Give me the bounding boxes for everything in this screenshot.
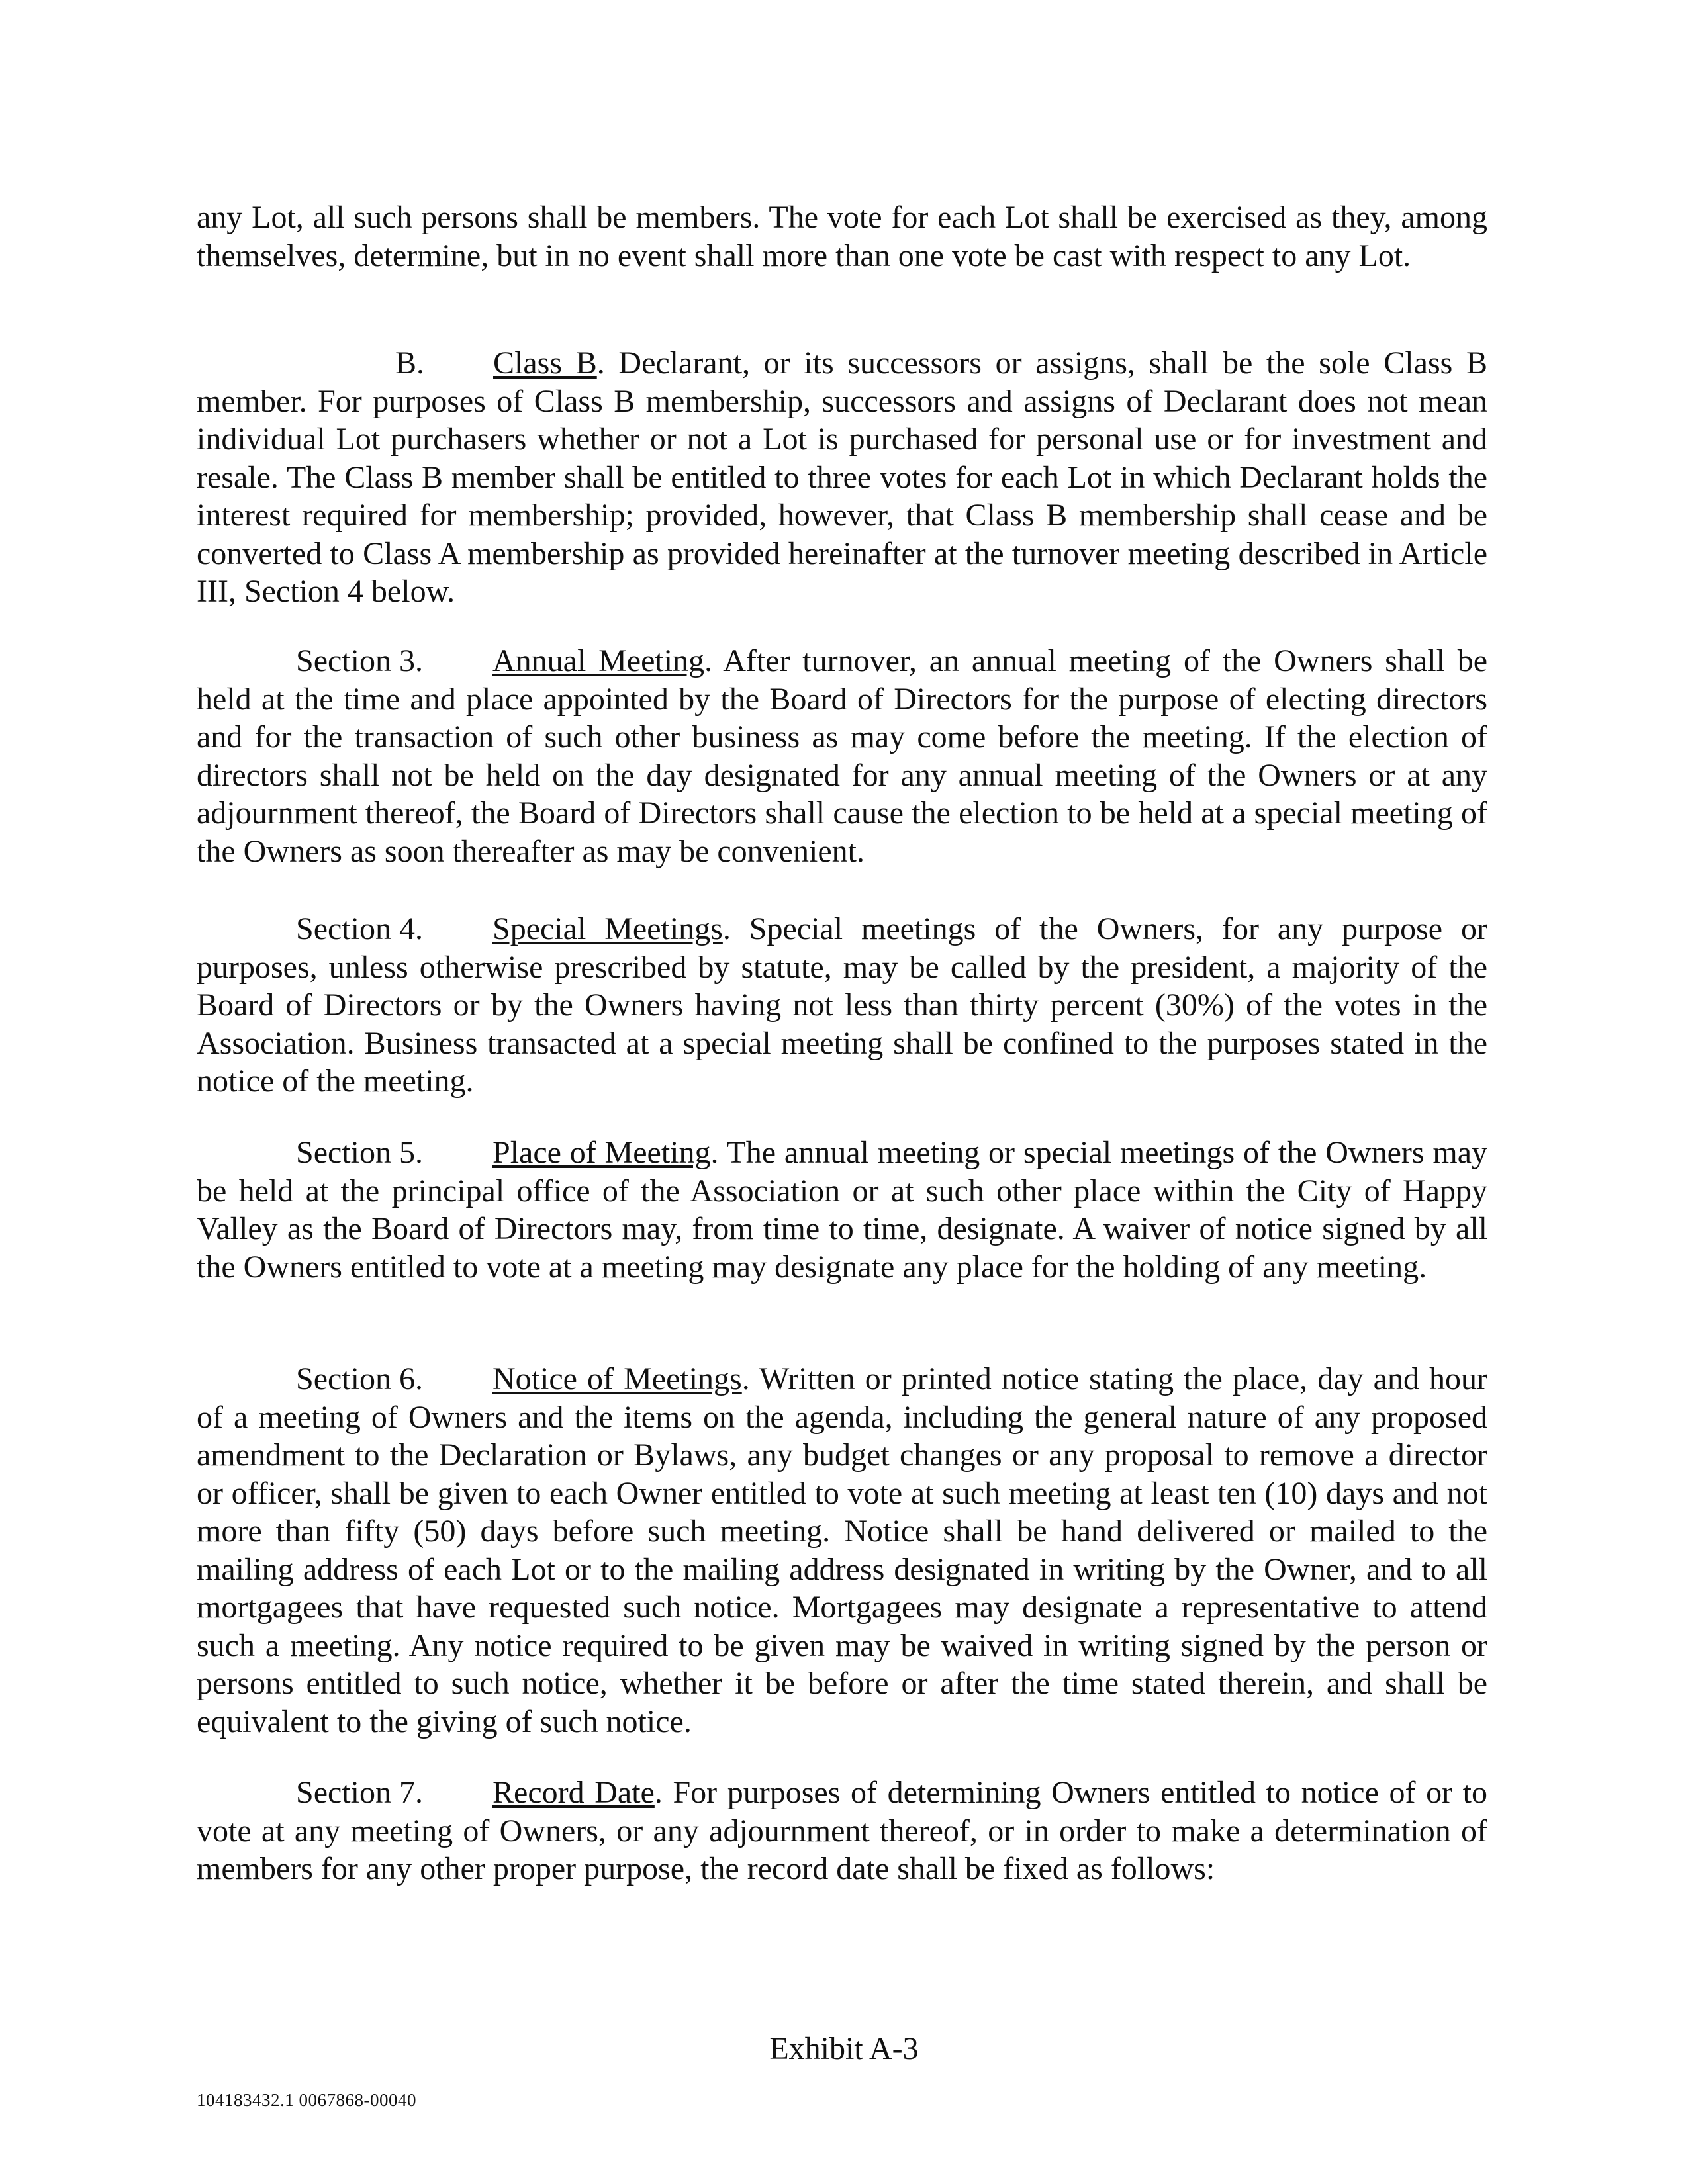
section-label: Section 4.	[296, 911, 423, 946]
paragraph-class-b	[197, 344, 1487, 611]
section-label: Section 3.	[296, 643, 423, 678]
section-heading-notice-of-meetings: Notice of Meetings	[492, 1361, 742, 1396]
section-label: Section 7.	[296, 1775, 423, 1810]
paragraph-text: . The annual meeting or special meetings of the Owners may be held at the principal office of the Association or at such other place within the City of Happy Valley as the Board of Directors may, from time to time, designate. A waiver of notice signed by all the Owners entitled to vote at a meeting may designate any place for the holding of any meeting.	[197, 1135, 1488, 1285]
paragraph-text: . Declarant, or its successors or assigns, shall be the sole Class B member. For purposes of Class B membership, successors and assigns of Declarant does not mean individual Lot purchasers whether or not a Lot is purchased for personal use or for investment and resale. The Class B member shall be entitled to three votes for each Lot in which Declarant holds the interest required for membership; provided, however, that Class B membership shall cease and be converted to Class A membership as provided hereinafter at the turnover meeting described in Article III, Section 4 below.	[197, 345, 1488, 609]
paragraph-text: . Special meetings of the Owners, for any purpose or purposes, unless otherwise prescribed by statute, may be called by the president, a majority of the Board of Directors or by the Owners having not less than thirty percent (30%) of the votes in the Association. Business transacted at a special meeting shall be confined to the purposes stated in the notice of the meeting.	[197, 911, 1487, 1099]
section-6-notice-of-meetings	[197, 1360, 1487, 1741]
subsection-heading-class-b: Class B	[493, 345, 597, 381]
paragraph-class-a-continuation	[197, 199, 1487, 275]
section-4-special-meetings	[197, 910, 1487, 1101]
subsection-label: B.	[395, 345, 425, 381]
paragraph-text: . For purposes of determining Owners entitled to notice of or to vote at any meeting of Owners, or any adjournment thereof, or in order to make a determination of members for any other proper purpose, the record date shall be fixed as follows:	[197, 1775, 1488, 1886]
paragraph-text: . Written or printed notice stating the place, day and hour of a meeting of Owners and the items on the agenda, including the general nature of any proposed amendment to the Declaration or Bylaws, any budget changes or any proposal to remove a director or officer, shall be given to each Owner entitled to vote at such meeting at least ten (10) days and not more than fifty (50) days before such meeting. Notice shall be hand delivered or mailed to the mailing address of each Lot or to the mailing address designated in writing by the Owner, and to all mortgagees that have requested such notice. Mortgagees may designate a representative to attend such a meeting. Any notice required to be given may be waived in writing signed by the person or persons entitled to such notice, whether it be before or after the time stated therein, and shall be equivalent to the giving of such notice.	[197, 1361, 1488, 1739]
section-3-annual-meeting	[197, 642, 1487, 870]
document-id: 104183432.1 0067868-00040	[197, 2090, 416, 2110]
paragraph-text: any Lot, all such persons shall be members. The vote for each Lot shall be exercised as they, among themselves, determine, but in no event shall more than one vote be cast with respect to any Lot.	[197, 200, 1487, 273]
section-5-place-of-meeting	[197, 1134, 1487, 1286]
section-heading-record-date: Record Date	[492, 1775, 655, 1810]
section-label: Section 6.	[296, 1361, 423, 1396]
section-heading-special-meetings: Special Meetings	[492, 911, 723, 946]
section-7-record-date	[197, 1774, 1487, 1888]
section-heading-place-of-meeting: Place of Meeting	[492, 1135, 711, 1170]
section-heading-annual-meeting: Annual Meeting	[492, 643, 705, 678]
paragraph-text: . After turnover, an annual meeting of the Owners shall be held at the time and place appointed by the Board of Directors for the purpose of electing directors and for the transaction of such other business as may come before the meeting. If the election of directors shall not be held on the day designated for any annual meeting of the Owners or at any adjournment thereof, the Board of Directors shall cause the election to be held at a special meeting of the Owners as soon thereafter as may be convenient.	[197, 643, 1488, 869]
section-label: Section 5.	[296, 1135, 423, 1170]
exhibit-page-label: Exhibit A-3	[769, 2031, 919, 2066]
